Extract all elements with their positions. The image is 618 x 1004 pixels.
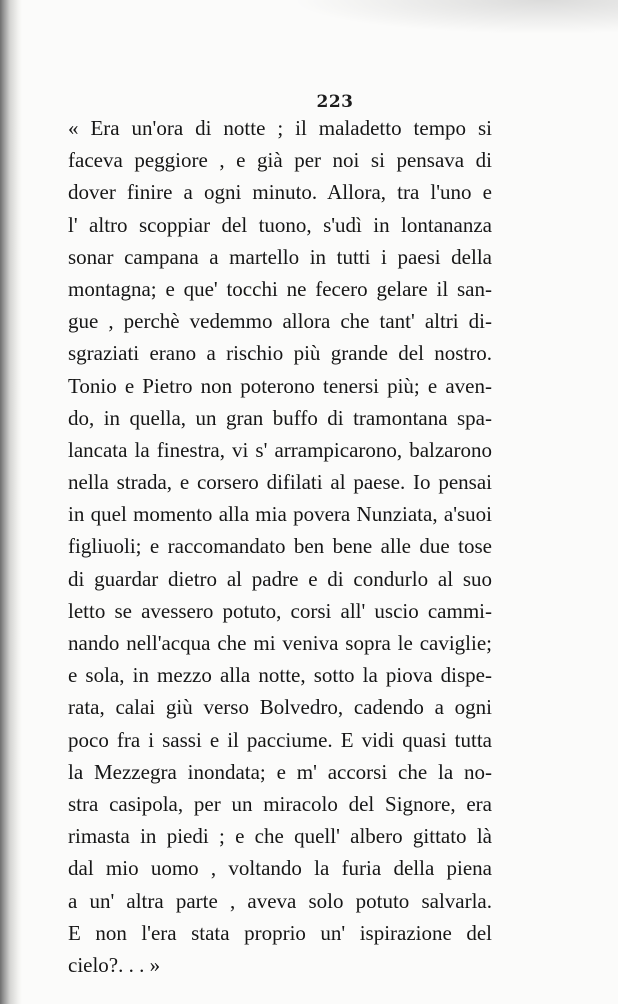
text-line: di guardar dietro al padre e di condurlo al suo (68, 566, 492, 591)
text-line: sgraziati erano a rischio più grande del nostro. (68, 341, 492, 366)
text-line: dover finire a ogni minuto. Allora, tra l'uno e (68, 180, 492, 205)
text-line: Tonio e Pietro non poterono tenersi più; e aven- (68, 373, 492, 398)
text-line: figliuoli; e raccomandato ben bene alle due tose (68, 534, 492, 559)
text-line: faceva peggiore , e già per noi si pensava di (68, 148, 492, 173)
text-line: montagna; e que' tocchi ne fecero gelare il san- (68, 276, 492, 301)
text-line: l' altro scoppiar del tuono, s'udì in lontananza (68, 212, 492, 237)
text-line: poco fra i sassi e il pacciume. E vidi quasi tutta (68, 727, 492, 752)
page-number: 223 (316, 92, 354, 112)
text-line: stra casipola, per un miracolo del Signore, era (68, 791, 492, 816)
text-line: do, in quella, un gran buffo di tramontana spa- (68, 405, 492, 430)
text-line: in quel momento alla mia povera Nunziata, a'suoi (68, 502, 492, 527)
text-line: a un' altra parte , aveva solo potuto salvarla. (68, 888, 492, 913)
text-line: E non l'era stata proprio un' ispirazione del (68, 920, 492, 945)
text-line: la Mezzegra inondata; e m' accorsi che la no- (68, 759, 492, 784)
text-line: nando nell'acqua che mi veniva sopra le caviglie; (68, 631, 492, 655)
text-line: rata, calai giù verso Bolvedro, cadendo a ogni (68, 695, 492, 720)
text-line: letto se avessero potuto, corsi all' uscio cammi- (68, 598, 492, 623)
text-line: « Era un'ora di notte ; il maladetto tempo si (68, 116, 492, 140)
text-line: nella strada, e corsero difilati al paese. Io pensai (68, 470, 492, 495)
text-line: dal mio uomo , voltando la furia della piena (68, 856, 492, 881)
text-line: cielo?. . . » (68, 952, 161, 977)
page-binding-edge (0, 0, 22, 1004)
text-line: sonar campana a martello in tutti i paesi della (68, 244, 492, 269)
text-line: rimasta in piedi ; e che quell' albero gittato là (68, 824, 492, 849)
text-line: e sola, in mezzo alla notte, sotto la piova dispe- (68, 663, 492, 688)
page-stain (250, 0, 618, 40)
body-text (68, 112, 492, 981)
text-line: lancata la finestra, vi s' arrampicarono, balzarono (68, 437, 492, 462)
text-line: gue , perchè vedemmo allora che tant' altri di- (68, 309, 492, 334)
